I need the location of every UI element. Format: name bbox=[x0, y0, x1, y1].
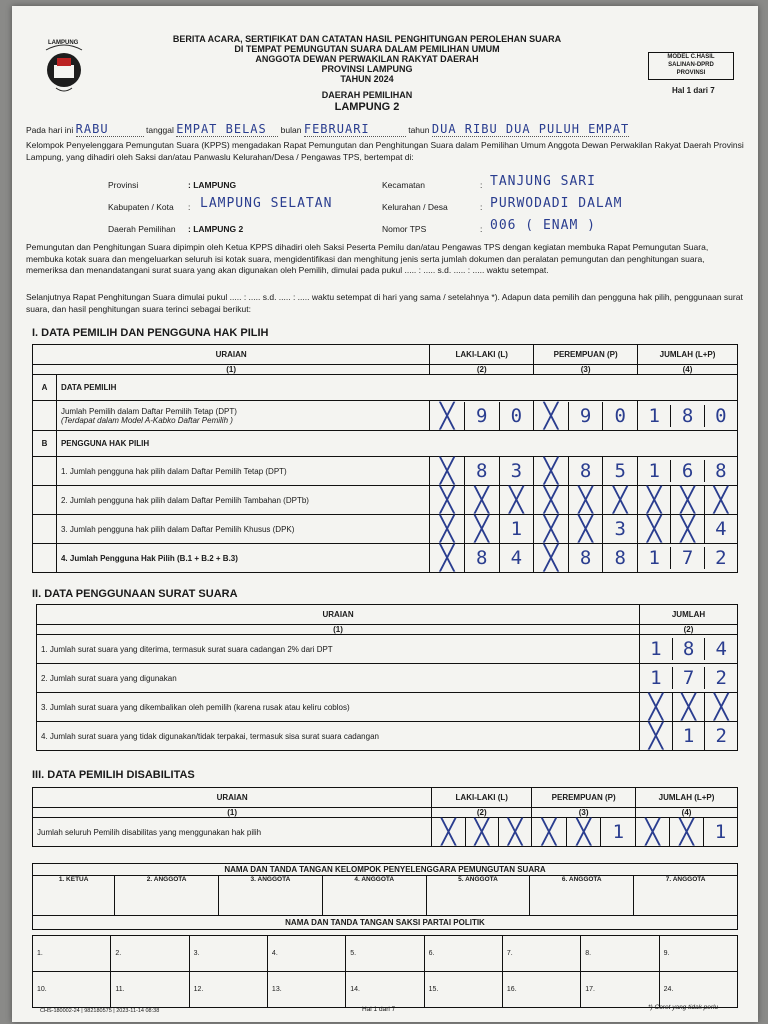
digit-box bbox=[534, 486, 637, 514]
header-laki: LAKI-LAKI (L) bbox=[432, 788, 532, 808]
kabupaten-value: LAMPUNG SELATAN bbox=[200, 196, 333, 211]
colnum: (1) bbox=[33, 365, 430, 375]
logo-text: LAMPUNG bbox=[48, 40, 79, 46]
row-label: 1. Jumlah surat suara yang diterima, termasuk surat suara cadangan 2% dari DPT bbox=[37, 635, 640, 664]
crossed-out-box bbox=[704, 486, 737, 514]
dapil-label: Daerah Pemilihan bbox=[108, 224, 176, 234]
tanggal-value: EMPAT BELAS bbox=[176, 122, 278, 137]
colon: : bbox=[480, 224, 483, 234]
kecamatan-value: TANJUNG SARI bbox=[490, 174, 596, 189]
saksi-title: NAMA DAN TANDA TANGAN SAKSI PARTAI POLITIK bbox=[33, 916, 738, 930]
value-laki bbox=[430, 457, 534, 486]
row-label: 3. Jumlah surat suara yang dikembalikan oleh pemilih (karena rusak atau keliru coblos) bbox=[37, 693, 640, 722]
title-line: BERITA ACARA, SERTIFIKAT DAN CATATAN HASIL PENGHITUNGAN PEROLEHAN SUARA bbox=[172, 34, 562, 44]
header-laki: LAKI-LAKI (L) bbox=[430, 345, 534, 365]
digit-box bbox=[638, 486, 737, 514]
digit-box bbox=[432, 818, 531, 846]
crossed-out-box bbox=[464, 486, 499, 514]
crossed-out-box bbox=[464, 515, 499, 543]
saksi-signature-cell: 12. bbox=[189, 972, 267, 1008]
handwritten-digit: 4 bbox=[704, 638, 737, 660]
group-label: DATA PEMILIH bbox=[56, 375, 737, 401]
crossed-out-box bbox=[640, 693, 672, 721]
handwritten-digit: 0 bbox=[704, 405, 737, 427]
footer-code: CHS-180002-24 | 982180575 | 2023-11-14 08:38 bbox=[40, 1008, 160, 1014]
bulan-label: bulan bbox=[280, 125, 302, 135]
saksi-row bbox=[33, 972, 738, 1008]
kecamatan-label: Kecamatan bbox=[382, 180, 425, 190]
region-label: DAERAH PEMILIHAN bbox=[321, 90, 413, 100]
header-jumlah: JUMLAH (L+P) bbox=[638, 345, 738, 365]
handwritten-digit: 8 bbox=[464, 544, 499, 572]
handwritten-digit: 8 bbox=[568, 544, 603, 572]
header-uraian: URAIAN bbox=[33, 345, 430, 365]
provinsi-label: Provinsi bbox=[108, 180, 139, 190]
digit-box bbox=[638, 460, 737, 482]
kpps-signature-cell: 6. ANGGOTA bbox=[530, 876, 634, 916]
crossed-out-box bbox=[640, 722, 672, 750]
colon: : bbox=[480, 180, 483, 190]
kpps-signature-cell: 2. ANGGOTA bbox=[115, 876, 219, 916]
row-label: 2. Jumlah surat suara yang digunakan bbox=[37, 664, 640, 693]
crossed-out-box bbox=[499, 486, 534, 514]
crossed-out-box bbox=[430, 457, 464, 485]
model-line: PROVINSI bbox=[676, 70, 706, 76]
digit-box bbox=[430, 544, 533, 572]
header-jumlah: JUMLAH (L+P) bbox=[636, 788, 738, 808]
section3-table bbox=[32, 787, 738, 847]
document-sheet bbox=[12, 6, 758, 1022]
value-jumlah bbox=[640, 664, 738, 693]
row-b4-label: 4. Jumlah Pengguna Hak Pilih (B.1 + B.2 + B.3) bbox=[56, 544, 429, 573]
crossed-out-box bbox=[498, 818, 531, 846]
value-jumlah bbox=[638, 544, 738, 573]
provinsi-value: : LAMPUNG bbox=[188, 180, 237, 190]
empty-cell bbox=[33, 401, 57, 431]
handwritten-digit: 7 bbox=[672, 667, 705, 689]
handwritten-digit: 8 bbox=[464, 457, 499, 485]
hari-value: RABU bbox=[76, 122, 144, 137]
value-perempuan bbox=[534, 544, 638, 573]
saksi-signature-cell: 9. bbox=[659, 936, 737, 972]
handwritten-digit: 1 bbox=[672, 722, 705, 750]
title-line: ANGGOTA DEWAN PERWAKILAN RAKYAT DAERAH bbox=[255, 54, 479, 64]
crossed-out-box bbox=[534, 402, 568, 430]
kpu-logo bbox=[40, 40, 88, 96]
value-jumlah bbox=[638, 486, 738, 515]
digit-box bbox=[638, 515, 737, 543]
crossed-out-box bbox=[532, 818, 566, 846]
crossed-out-box bbox=[568, 486, 603, 514]
digit-box bbox=[640, 667, 737, 689]
colnum: (3) bbox=[534, 365, 638, 375]
handwritten-digit: 1 bbox=[499, 515, 534, 543]
crossed-out-box bbox=[638, 515, 670, 543]
crossed-out-box bbox=[465, 818, 498, 846]
row-b3-label: 3. Jumlah pengguna hak pilih dalam Daftar Pemilih Khusus (DPK) bbox=[56, 515, 429, 544]
empty-cell bbox=[33, 457, 57, 486]
colnum: (2) bbox=[430, 365, 534, 375]
model-line: MODEL C.HASIL bbox=[667, 54, 715, 60]
section1-title: I. DATA PEMILIH DAN PENGGUNA HAK PILIH bbox=[32, 327, 269, 339]
saksi-signature-cell: 17. bbox=[581, 972, 659, 1008]
saksi-signature-cell: 16. bbox=[502, 972, 580, 1008]
handwritten-digit: 3 bbox=[499, 457, 534, 485]
crossed-out-box bbox=[430, 544, 464, 572]
kpps-signature-cell: 4. ANGGOTA bbox=[322, 876, 426, 916]
row-label: 4. Jumlah surat suara yang tidak digunakan/tidak terpakai, termasuk sisa surat suara cadangan bbox=[37, 722, 640, 751]
kpps-signature-cell: 1. KETUA bbox=[33, 876, 115, 916]
handwritten-digit: 3 bbox=[602, 515, 637, 543]
header-uraian: URAIAN bbox=[37, 605, 640, 625]
handwritten-digit: 1 bbox=[648, 460, 660, 482]
value-jumlah bbox=[636, 818, 738, 847]
colnum: (2) bbox=[432, 808, 532, 818]
digit-box bbox=[640, 722, 737, 750]
saksi-signature-cell: 8. bbox=[581, 936, 659, 972]
value-jumlah bbox=[638, 401, 738, 431]
saksi-signature-cell: 7. bbox=[502, 936, 580, 972]
digit-box bbox=[430, 402, 533, 430]
kpps-roles-row bbox=[33, 876, 738, 916]
kpps-signature-cell: 7. ANGGOTA bbox=[634, 876, 738, 916]
digit-box bbox=[638, 547, 737, 569]
value-jumlah bbox=[640, 693, 738, 722]
value-laki bbox=[432, 818, 532, 847]
colnum: (4) bbox=[638, 365, 738, 375]
crossed-out-box bbox=[430, 486, 464, 514]
value-laki bbox=[430, 544, 534, 573]
handwritten-digit: 1 bbox=[650, 667, 662, 689]
saksi-signature-cell: 2. bbox=[111, 936, 189, 972]
crossed-out-box bbox=[669, 818, 703, 846]
handwritten-digit: 2 bbox=[704, 667, 737, 689]
crossed-out-box bbox=[534, 457, 568, 485]
value-jumlah bbox=[638, 457, 738, 486]
kelurahan-label: Kelurahan / Desa bbox=[382, 202, 448, 212]
handwritten-digit: 0 bbox=[602, 402, 637, 430]
group-label: PENGGUNA HAK PILIH bbox=[56, 431, 737, 457]
handwritten-digit: 5 bbox=[602, 457, 637, 485]
colnum: (1) bbox=[33, 808, 432, 818]
footer-page: Hal 1 dari 7 bbox=[362, 1006, 396, 1013]
row-b1-label: 1. Jumlah pengguna hak pilih dalam Daftar Pemilih Tetap (DPT) bbox=[56, 457, 429, 486]
crossed-out-box bbox=[534, 544, 568, 572]
value-jumlah bbox=[640, 722, 738, 751]
document-title bbox=[152, 34, 582, 112]
tahun-value: DUA RIBU DUA PULUH EMPAT bbox=[431, 122, 630, 136]
row-label: Jumlah seluruh Pemilih disabilitas yang menggunakan hak pilih bbox=[33, 818, 432, 847]
empty-cell bbox=[33, 515, 57, 544]
empty-cell bbox=[33, 486, 57, 515]
tps-value: 006 ( ENAM ) bbox=[490, 218, 596, 233]
header-perempuan: PEREMPUAN (P) bbox=[534, 345, 638, 365]
digit-box bbox=[430, 515, 533, 543]
saksi-signature-cell: 1. bbox=[33, 936, 111, 972]
handwritten-digit: 6 bbox=[670, 460, 703, 482]
model-box bbox=[648, 52, 734, 80]
model-line: SALINAN-DPRD bbox=[668, 62, 714, 68]
digit-box bbox=[636, 818, 737, 846]
title-line: TAHUN 2024 bbox=[340, 74, 394, 84]
handwritten-digit: 4 bbox=[704, 515, 737, 543]
crossed-out-box bbox=[430, 402, 464, 430]
kpps-signature-table bbox=[32, 863, 738, 930]
kpps-title: NAMA DAN TANDA TANGAN KELOMPOK PENYELENGGARA PEMUNGUTAN SUARA bbox=[33, 864, 738, 876]
crossed-out-box bbox=[568, 515, 603, 543]
location-block bbox=[108, 174, 748, 236]
crossed-out-box bbox=[432, 818, 464, 846]
handwritten-digit: 1 bbox=[600, 818, 635, 846]
saksi-signature-cell: 15. bbox=[424, 972, 502, 1008]
row-b2-label: 2. Jumlah pengguna hak pilih dalam Daftar Pemilih Tambahan (DPTb) bbox=[56, 486, 429, 515]
handwritten-digit: 0 bbox=[499, 402, 534, 430]
handwritten-digit: 1 bbox=[648, 547, 660, 569]
handwritten-digit: 8 bbox=[670, 405, 703, 427]
colnum: (1) bbox=[37, 625, 640, 635]
handwritten-digit: 4 bbox=[499, 544, 534, 572]
kabupaten-label: Kabupaten / Kota bbox=[108, 202, 174, 212]
digit-box bbox=[640, 693, 737, 721]
handwritten-digit: 8 bbox=[704, 460, 737, 482]
saksi-signature-cell: 13. bbox=[267, 972, 345, 1008]
handwritten-digit: 7 bbox=[670, 547, 703, 569]
tahun-label: tahun bbox=[408, 125, 430, 135]
bulan-value: FEBRUARI bbox=[304, 122, 406, 137]
value-laki bbox=[430, 515, 534, 544]
saksi-signature-cell: 10. bbox=[33, 972, 111, 1008]
section1-table bbox=[32, 344, 738, 573]
crossed-out-box bbox=[534, 515, 568, 543]
value-perempuan bbox=[532, 818, 636, 847]
handwritten-digit: 8 bbox=[602, 544, 637, 572]
saksi-signature-cell: 6. bbox=[424, 936, 502, 972]
title-line: DI TEMPAT PEMUNGUTAN SUARA DALAM PEMILIHAN UMUM bbox=[234, 44, 500, 54]
body-paragraph-1: Pemungutan dan Penghitungan Suara dipimpin oleh Ketua KPPS dihadiri oleh Saksi Peserta Pemilu dan/atau Pengawas TPS dengan kegiatan membuka Rapat Pemungutan Suara, membuka kotak suara dan mengeluarkan seluruh isi kotak suara, mengidentifikasi dan menghitung jenis serta jumlah dokumen dan peralatan pemungutan dan penghitungan suara, memeriksa dan menandatangani surat suara yang akan digunakan oleh Pemilih, dimulai pada pukul ..... : ..... s.d. ..... : ..... waktu setempat. bbox=[26, 242, 709, 275]
digit-box bbox=[430, 457, 533, 485]
group-code: B bbox=[33, 431, 57, 457]
value-perempuan bbox=[534, 515, 638, 544]
body-paragraph-2: Selanjutnya Rapat Penghitungan Suara dimulai pukul ..... : ..... s.d. ..... : ..... waktu setempat di hari yang sama / setelahnya *). Adapun data pemilih dan pengguna hak pilih, penggunaan surat suara, dan hasil penghitungan suara terinci sebagai berikut: bbox=[26, 292, 743, 314]
handwritten-digit: 1 bbox=[703, 818, 737, 846]
header-jumlah: JUMLAH bbox=[640, 605, 738, 625]
saksi-signature-cell: 5. bbox=[346, 936, 424, 972]
row-a1-sublabel: (Terdapat dalam Model A-Kabko Daftar Pemilih ) bbox=[60, 415, 233, 425]
value-jumlah bbox=[640, 635, 738, 664]
title-line: PROVINSI LAMPUNG bbox=[321, 64, 413, 74]
handwritten-digit: 2 bbox=[704, 547, 737, 569]
handwritten-digit: 8 bbox=[568, 457, 603, 485]
saksi-signature-cell: 11. bbox=[111, 972, 189, 1008]
colnum: (4) bbox=[636, 808, 738, 818]
saksi-signature-cell: 24. bbox=[659, 972, 737, 1008]
value-perempuan bbox=[534, 457, 638, 486]
section2-table bbox=[36, 604, 738, 751]
footer-note: *) Coret yang tidak perlu bbox=[648, 1004, 719, 1011]
date-line bbox=[26, 122, 746, 137]
digit-box bbox=[532, 818, 635, 846]
tanggal-label: tanggal bbox=[146, 125, 174, 135]
colon: : bbox=[188, 202, 191, 212]
kpu-emblem-icon bbox=[40, 40, 88, 96]
digit-box bbox=[640, 638, 737, 660]
digit-box bbox=[534, 544, 637, 572]
handwritten-digit: 2 bbox=[704, 722, 737, 750]
crossed-out-box bbox=[704, 693, 737, 721]
saksi-row bbox=[33, 936, 738, 972]
digit-box bbox=[534, 515, 637, 543]
crossed-out-box bbox=[638, 486, 670, 514]
handwritten-digit: 1 bbox=[648, 404, 660, 427]
section3-title: III. DATA PEMILIH DISABILITAS bbox=[32, 769, 195, 781]
saksi-signature-cell: 14. bbox=[346, 972, 424, 1008]
handwritten-digit: 9 bbox=[464, 402, 499, 430]
empty-cell bbox=[33, 544, 57, 573]
crossed-out-box bbox=[566, 818, 601, 846]
kpps-signature-cell: 3. ANGGOTA bbox=[219, 876, 323, 916]
digit-box bbox=[534, 457, 637, 485]
crossed-out-box bbox=[672, 693, 705, 721]
value-laki bbox=[430, 486, 534, 515]
kelurahan-value: PURWODADI DALAM bbox=[490, 196, 623, 211]
handwritten-digit: 9 bbox=[568, 402, 603, 430]
colnum: (2) bbox=[640, 625, 738, 635]
row-a1-label: Jumlah Pemilih dalam Daftar Pemilih Tetap (DPT) bbox=[60, 406, 237, 416]
dapil-value: : LAMPUNG 2 bbox=[188, 224, 244, 234]
hari-label: Pada hari ini bbox=[26, 125, 74, 135]
row-label bbox=[56, 401, 429, 431]
crossed-out-box bbox=[670, 515, 703, 543]
group-code: A bbox=[33, 375, 57, 401]
header-uraian: URAIAN bbox=[33, 788, 432, 808]
header-perempuan: PEREMPUAN (P) bbox=[532, 788, 636, 808]
kpps-signature-cell: 5. ANGGOTA bbox=[426, 876, 530, 916]
crossed-out-box bbox=[430, 515, 464, 543]
colon: : bbox=[480, 202, 483, 212]
tps-label: Nomor TPS bbox=[382, 224, 427, 234]
value-laki bbox=[430, 401, 534, 431]
page-number: Hal 1 dari 7 bbox=[672, 86, 715, 95]
crossed-out-box bbox=[602, 486, 637, 514]
saksi-signature-table bbox=[32, 935, 738, 1008]
crossed-out-box bbox=[670, 486, 703, 514]
saksi-signature-cell: 4. bbox=[267, 936, 345, 972]
digit-box bbox=[534, 402, 637, 430]
value-perempuan bbox=[534, 401, 638, 431]
digit-box bbox=[430, 486, 533, 514]
crossed-out-box bbox=[636, 818, 669, 846]
value-jumlah bbox=[638, 515, 738, 544]
value-perempuan bbox=[534, 486, 638, 515]
intro-paragraph: Kelompok Penyelenggara Pemungutan Suara (KPPS) mengadakan Rapat Pemungutan dan Penghitungan Suara dalam Pemilihan Umum Anggota Dewan Perwakilan Rakyat Daerah Provinsi Lampung, yang dihadiri oleh Saksi dan/atau Panwaslu Kelurahan/Desa / Pengawas TPS, bertempat di: bbox=[26, 140, 744, 162]
region-name: LAMPUNG 2 bbox=[334, 101, 400, 113]
colnum: (3) bbox=[532, 808, 636, 818]
saksi-signature-cell: 3. bbox=[189, 936, 267, 972]
handwritten-digit: 8 bbox=[672, 638, 705, 660]
digit-box bbox=[638, 405, 737, 427]
handwritten-digit: 1 bbox=[650, 638, 662, 660]
crossed-out-box bbox=[534, 486, 568, 514]
section2-title: II. DATA PENGGUNAAN SURAT SUARA bbox=[32, 588, 238, 600]
